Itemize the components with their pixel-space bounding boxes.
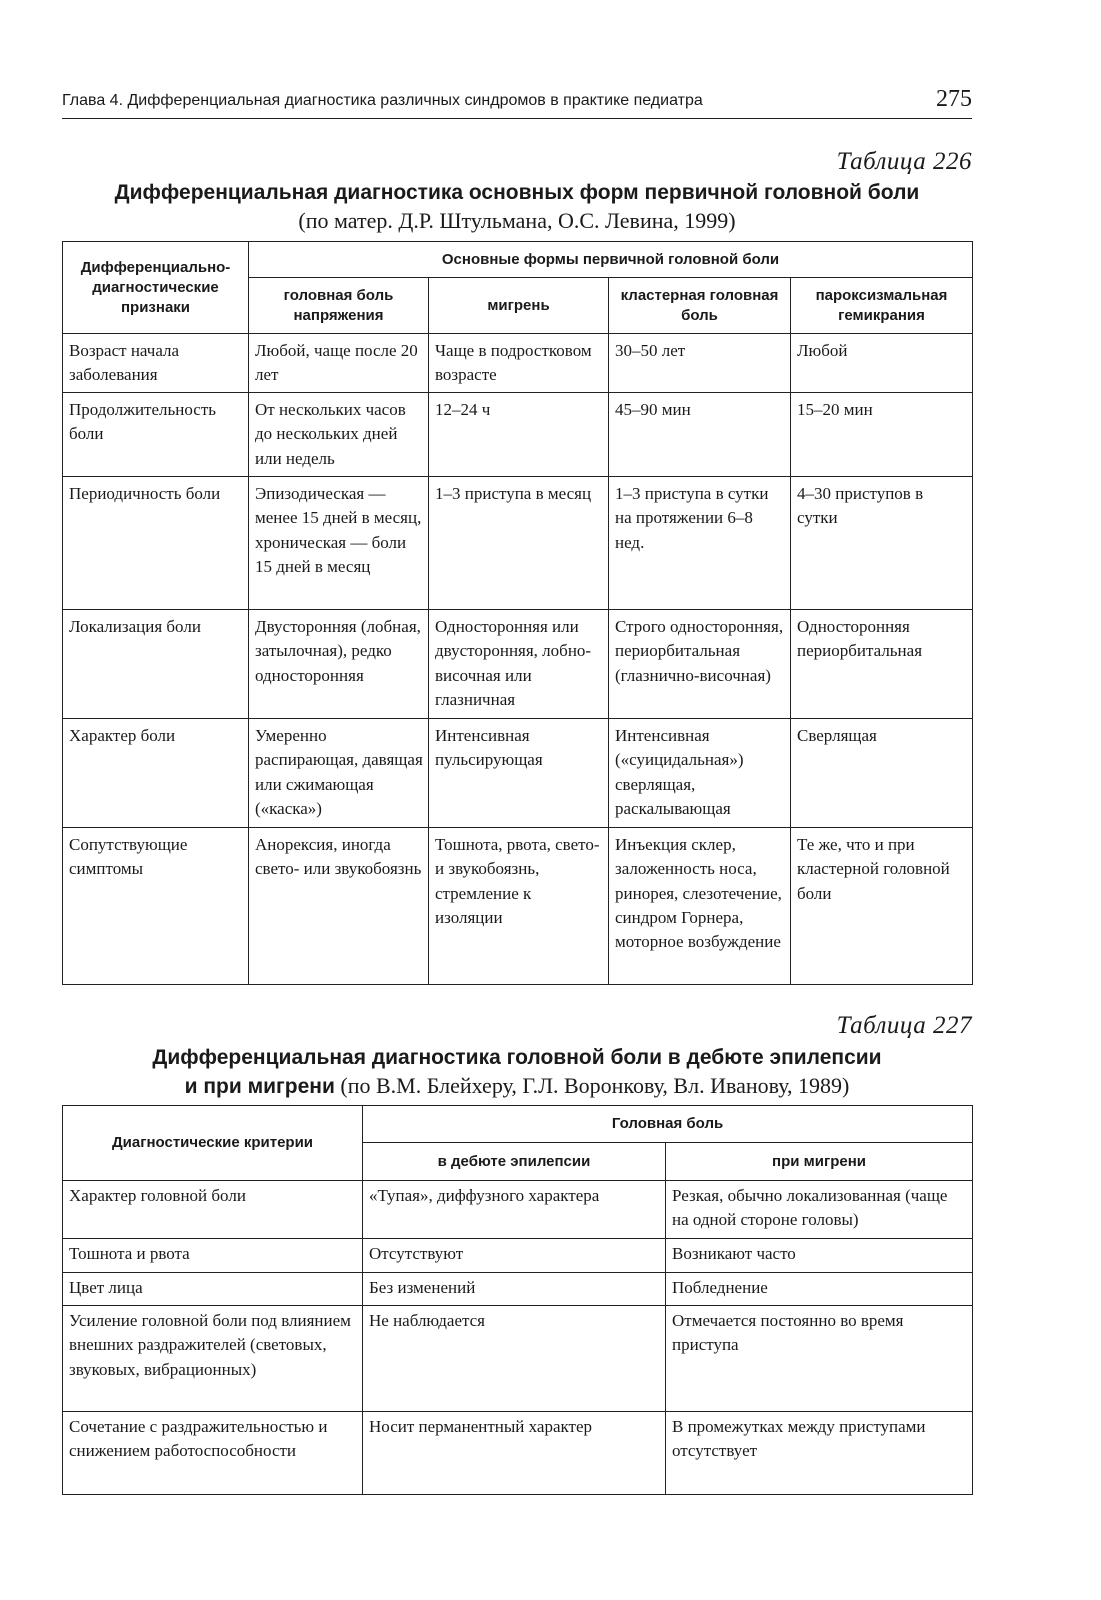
table-cell: Без изменений (363, 1273, 666, 1306)
table-cell: Чаще в подростковом возрасте (429, 334, 609, 393)
table-226 (62, 241, 973, 985)
table-cell: Побледнение (666, 1273, 973, 1306)
table-227-title (62, 1043, 972, 1101)
table-cell: В промежутках между приступами отсутствует (666, 1412, 973, 1495)
table-row (63, 1273, 973, 1306)
table-cell: Интенсивная («суицидальная») сверлящая, раскалывающая (609, 718, 791, 827)
table-cell: Любой, чаще после 20 лет (249, 334, 429, 393)
table-cell: Резкая, обычно локализованная (чаще на одной стороне головы) (666, 1181, 973, 1239)
table-227-title-line1: Дифференциальная диагностика головной боли в дебюте эпилепсии (152, 1046, 882, 1069)
table-cell: 1–3 приступа в месяц (429, 476, 609, 609)
row-label: Тошнота и рвота (63, 1239, 363, 1273)
table-cell: От нескольких часов до нескольких дней или недель (249, 392, 429, 476)
table-cell: 1–3 приступа в сутки на протяжении 6–8 нед. (609, 476, 791, 609)
table-226-number: Таблица 226 (836, 148, 972, 175)
table-227-corner-header: Диагностические критерии (63, 1106, 363, 1181)
table-row (63, 1181, 973, 1239)
table-227-col-header: в дебюте эпилепсии (363, 1143, 666, 1181)
table-226-source: (по матер. Д.Р. Штульмана, О.С. Левина, 1999) (298, 208, 736, 233)
running-header (62, 88, 972, 119)
row-label: Сопутствующие симптомы (63, 827, 249, 984)
row-label: Сочетание с раздражительностью и снижением работоспособности (63, 1412, 363, 1495)
table-226-title (62, 178, 972, 235)
table-cell: Любой (791, 334, 973, 393)
table-cell: Интенсивная пульсирующая (429, 718, 609, 827)
table-226-col-header: кластерная головная боль (609, 278, 791, 334)
chapter-title: Глава 4. Дифференциальная диагностика различных синдромов в практике педиатра (62, 92, 703, 109)
table-226-title-main: Дифференциальная диагностика основных форм первичной головной боли (114, 181, 920, 204)
row-label: Цвет лица (63, 1273, 363, 1306)
table-cell: Возникают часто (666, 1239, 973, 1273)
table-cell: Тошнота, рвота, свето- и звукобоязнь, стремление к изоляции (429, 827, 609, 984)
page-number: 275 (936, 86, 972, 112)
table-row (63, 1412, 973, 1495)
row-label: Периодичность боли (63, 476, 249, 609)
table-cell: Носит перманентный характер (363, 1412, 666, 1495)
row-label: Продолжительность боли (63, 392, 249, 476)
table-226-col-header: головная боль напряжения (249, 278, 429, 334)
table-cell: 30–50 лет (609, 334, 791, 393)
table-cell: «Тупая», диффузного характера (363, 1181, 666, 1239)
row-label: Характер боли (63, 718, 249, 827)
table-227-title-line2: и при мигрени (184, 1075, 335, 1098)
row-label: Возраст начала заболевания (63, 334, 249, 393)
table-cell: Те же, что и при кластерной головной боли (791, 827, 973, 984)
table-row (63, 609, 973, 718)
table-row (63, 392, 973, 476)
table-227 (62, 1105, 973, 1495)
table-cell: Анорексия, иногда свето- или звукобоязнь (249, 827, 429, 984)
table-row (63, 1306, 973, 1412)
table-cell: Отмечается постоянно во время приступа (666, 1306, 973, 1412)
table-227-group-header: Головная боль (363, 1106, 973, 1143)
table-row (63, 476, 973, 609)
row-label: Локализация боли (63, 609, 249, 718)
table-cell: Односторонняя или двусторонняя, лобно-височная или глазничная (429, 609, 609, 718)
table-row (63, 718, 973, 827)
table-cell: Двусторонняя (лобная, затылочная), редко односторонняя (249, 609, 429, 718)
table-cell: Сверлящая (791, 718, 973, 827)
table-cell: 15–20 мин (791, 392, 973, 476)
row-label: Усиление головной боли под влиянием внешних раздражителей (световых, звуковых, вибрационных) (63, 1306, 363, 1412)
table-227-source: (по В.М. Блейхеру, Г.Л. Воронкову, Вл. Иванову, 1989) (340, 1073, 850, 1098)
table-row (63, 1239, 973, 1273)
table-cell: 4–30 приступов в сутки (791, 476, 973, 609)
table-226-col-header: мигрень (429, 278, 609, 334)
table-cell: Эпизодическая — менее 15 дней в месяц, хроническая — боли 15 дней в месяц (249, 476, 429, 609)
table-227-col-header: при мигрени (666, 1143, 973, 1181)
table-226-corner-header: Дифференциально-диагностические признаки (63, 242, 249, 334)
table-227-number: Таблица 227 (836, 1012, 972, 1039)
table-cell: Строго односторонняя, периорбитальная (глазнично-височная) (609, 609, 791, 718)
table-226-col-header: пароксизмальная гемикрания (791, 278, 973, 334)
table-cell: Отсутствуют (363, 1239, 666, 1273)
table-cell: Инъекция склер, заложенность носа, ринорея, слезотечение, синдром Горнера, моторное возбуждение (609, 827, 791, 984)
table-226-group-header: Основные формы первичной головной боли (249, 242, 973, 278)
table-cell: Умеренно распирающая, давящая или сжимающая («каска») (249, 718, 429, 827)
table-row (63, 334, 973, 393)
row-label: Характер головной боли (63, 1181, 363, 1239)
table-row (63, 827, 973, 984)
table-cell: Не наблюдается (363, 1306, 666, 1412)
table-cell: 12–24 ч (429, 392, 609, 476)
table-cell: 45–90 мин (609, 392, 791, 476)
table-cell: Односторонняя периорбитальная (791, 609, 973, 718)
